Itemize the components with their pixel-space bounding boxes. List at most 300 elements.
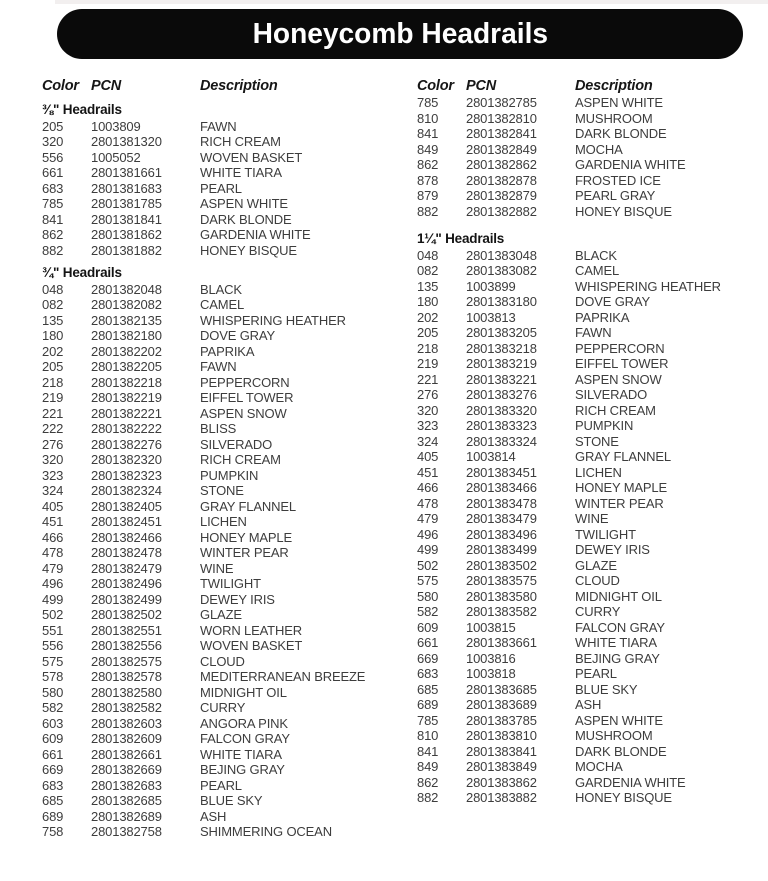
color-code-cell: 219 bbox=[42, 390, 64, 405]
table-row bbox=[417, 372, 762, 388]
color-code-cell: 135 bbox=[42, 312, 64, 328]
description-cell: BLISS bbox=[200, 421, 237, 436]
color-code-cell: 685 bbox=[417, 681, 439, 697]
table-row bbox=[42, 406, 407, 422]
table-row bbox=[417, 558, 762, 574]
table-row bbox=[42, 328, 407, 344]
color-code-cell: 661 bbox=[417, 635, 439, 650]
table-row bbox=[417, 356, 762, 372]
description-cell: TWILIGHT bbox=[575, 526, 636, 542]
description-cell: RICH CREAM bbox=[575, 402, 656, 418]
pcn-cell: 2801382609 bbox=[91, 731, 162, 746]
description-cell: MUSHROOM bbox=[575, 110, 653, 126]
section-title: 1¼" Headrails bbox=[417, 231, 505, 246]
table-row bbox=[417, 173, 762, 189]
table-row bbox=[417, 527, 762, 543]
description-cell: HONEY BISQUE bbox=[575, 790, 672, 805]
table-row bbox=[417, 620, 762, 636]
color-code-cell: 496 bbox=[417, 526, 439, 542]
table-row bbox=[42, 778, 407, 794]
color-code-cell: 218 bbox=[42, 374, 64, 390]
table-row bbox=[417, 341, 762, 357]
color-code-cell: 841 bbox=[42, 211, 64, 227]
color-code-cell: 324 bbox=[417, 433, 439, 449]
description-cell: PAPRIKA bbox=[200, 343, 255, 359]
color-code-cell: 849 bbox=[417, 141, 439, 157]
description-cell: FAWN bbox=[575, 325, 612, 340]
color-code-cell: 466 bbox=[42, 529, 64, 545]
table-row bbox=[417, 279, 762, 295]
table-row bbox=[417, 188, 762, 204]
description-cell: PUMPKIN bbox=[575, 418, 634, 433]
table-row bbox=[417, 126, 762, 142]
table-row bbox=[42, 809, 407, 825]
description-cell: BLUE SKY bbox=[575, 681, 638, 697]
description-cell: BLACK bbox=[200, 281, 242, 297]
description-cell: PAPRIKA bbox=[575, 309, 630, 325]
color-code-cell: 180 bbox=[42, 328, 64, 343]
pcn-cell: 2801382689 bbox=[91, 808, 162, 824]
color-code-cell: 276 bbox=[417, 387, 439, 402]
pcn-column-header: PCN bbox=[91, 78, 122, 94]
description-cell: ASPEN WHITE bbox=[575, 712, 663, 728]
table-row bbox=[417, 713, 762, 729]
description-cell: FAWN bbox=[200, 359, 237, 374]
table-row bbox=[417, 248, 762, 264]
color-code-cell: 221 bbox=[417, 371, 439, 387]
table-row bbox=[42, 700, 407, 716]
table-row bbox=[42, 227, 407, 243]
pcn-cell: 2801382758 bbox=[91, 824, 162, 839]
pcn-cell: 2801383661 bbox=[466, 635, 537, 650]
pcn-cell: 2801382582 bbox=[91, 700, 162, 715]
pcn-cell: 2801382479 bbox=[91, 560, 162, 576]
color-code-cell: 405 bbox=[417, 449, 439, 464]
description-cell: BLACK bbox=[575, 247, 617, 263]
color-code-cell: 479 bbox=[42, 560, 64, 576]
description-cell: DEWEY IRIS bbox=[200, 591, 275, 607]
table-row bbox=[42, 359, 407, 375]
color-code-cell: 810 bbox=[417, 110, 439, 126]
color-code-cell: 879 bbox=[417, 188, 439, 203]
table-row bbox=[417, 728, 762, 744]
description-cell: MOCHA bbox=[575, 759, 623, 774]
color-code-cell: 609 bbox=[42, 731, 64, 746]
pcn-cell: 2801383496 bbox=[466, 526, 537, 542]
description-cell: LICHEN bbox=[575, 464, 622, 480]
description-cell: CLOUD bbox=[200, 653, 245, 669]
color-code-cell: 320 bbox=[42, 452, 64, 467]
color-code-cell: 405 bbox=[42, 498, 64, 514]
description-cell: ASPEN WHITE bbox=[200, 196, 288, 211]
pcn-cell: 2801383276 bbox=[466, 387, 537, 402]
pcn-cell: 2801382502 bbox=[91, 607, 162, 622]
table-row bbox=[42, 638, 407, 654]
pcn-cell: 2801382578 bbox=[91, 669, 162, 684]
pcn-cell: 2801382603 bbox=[91, 715, 162, 731]
description-column-header: Description bbox=[200, 78, 278, 94]
column-header-right bbox=[417, 78, 762, 94]
color-code-cell: 785 bbox=[417, 95, 439, 110]
table-row bbox=[417, 325, 762, 341]
table-row bbox=[417, 511, 762, 527]
pcn-cell: 2801383466 bbox=[466, 480, 537, 495]
table-row bbox=[417, 759, 762, 775]
description-cell: BEJING GRAY bbox=[575, 650, 660, 666]
table-row bbox=[417, 496, 762, 512]
table-row bbox=[42, 623, 407, 639]
pcn-cell: 2801382219 bbox=[91, 390, 162, 405]
description-cell: ASPEN SNOW bbox=[575, 371, 662, 387]
pcn-cell: 2801382405 bbox=[91, 498, 162, 514]
description-column-header: Description bbox=[575, 78, 653, 94]
pcn-cell: 2801382849 bbox=[466, 141, 537, 157]
pcn-cell: 2801383580 bbox=[466, 588, 537, 604]
pcn-cell: 2801382048 bbox=[91, 281, 162, 297]
pcn-cell: 2801383218 bbox=[466, 340, 537, 356]
table-row bbox=[42, 196, 407, 212]
pcn-cell: 2801383502 bbox=[466, 557, 537, 573]
color-code-cell: 451 bbox=[417, 464, 439, 480]
color-code-cell: 689 bbox=[417, 697, 439, 712]
pcn-cell: 2801382685 bbox=[91, 793, 162, 808]
headrail-section bbox=[417, 95, 762, 219]
table-row bbox=[417, 651, 762, 667]
color-code-cell: 466 bbox=[417, 480, 439, 495]
pcn-cell: 2801383882 bbox=[466, 790, 537, 805]
table-row bbox=[417, 263, 762, 279]
table-row bbox=[417, 682, 762, 698]
pcn-cell: 2801383785 bbox=[466, 712, 537, 728]
pcn-cell: 2801383048 bbox=[466, 247, 537, 263]
section-title: ⅜" Headrails bbox=[42, 102, 122, 117]
color-code-cell: 502 bbox=[42, 607, 64, 622]
color-code-cell: 862 bbox=[417, 157, 439, 172]
table-row bbox=[417, 542, 762, 558]
pcn-cell: 2801382180 bbox=[91, 328, 162, 343]
description-cell: SILVERADO bbox=[575, 387, 648, 402]
description-cell: LICHEN bbox=[200, 514, 247, 529]
color-code-cell: 882 bbox=[417, 203, 439, 219]
color-code-cell: 478 bbox=[42, 545, 64, 560]
description-cell: CURRY bbox=[575, 604, 621, 619]
color-code-cell: 580 bbox=[42, 684, 64, 700]
headrail-section bbox=[42, 102, 407, 258]
color-code-cell: 451 bbox=[42, 514, 64, 529]
color-code-cell: 205 bbox=[42, 118, 64, 134]
pcn-cell: 2801383582 bbox=[466, 604, 537, 619]
color-code-cell: 685 bbox=[42, 793, 64, 808]
table-row bbox=[417, 573, 762, 589]
description-cell: PUMPKIN bbox=[200, 467, 259, 483]
pcn-cell: 2801382135 bbox=[91, 312, 162, 328]
description-cell: RICH CREAM bbox=[200, 134, 281, 149]
section-title: ¾" Headrails bbox=[42, 265, 122, 280]
pcn-cell: 2801382276 bbox=[91, 436, 162, 452]
pcn-cell: 2801382218 bbox=[91, 374, 162, 390]
pcn-cell: 2801382575 bbox=[91, 653, 162, 669]
pcn-cell: 2801382451 bbox=[91, 514, 162, 529]
color-code-cell: 785 bbox=[42, 196, 64, 211]
table-row bbox=[42, 437, 407, 453]
pcn-cell: 2801383479 bbox=[466, 511, 537, 526]
table-row bbox=[417, 142, 762, 158]
pcn-cell: 1005052 bbox=[91, 149, 141, 165]
table-row bbox=[417, 95, 762, 111]
color-code-cell: 499 bbox=[42, 591, 64, 607]
color-code-cell: 556 bbox=[42, 638, 64, 653]
color-code-cell: 841 bbox=[417, 126, 439, 141]
description-cell: GLAZE bbox=[575, 557, 617, 573]
table-row bbox=[42, 165, 407, 181]
pcn-cell: 2801383451 bbox=[466, 464, 537, 480]
color-code-cell: 202 bbox=[42, 343, 64, 359]
table-row bbox=[417, 666, 762, 682]
table-row bbox=[42, 545, 407, 561]
pcn-cell: 2801382082 bbox=[91, 297, 162, 312]
description-cell: GARDENIA WHITE bbox=[200, 227, 311, 242]
color-code-cell: 661 bbox=[42, 165, 64, 180]
pcn-cell: 2801382862 bbox=[466, 157, 537, 172]
description-cell: WORN LEATHER bbox=[200, 622, 302, 638]
description-cell: HONEY MAPLE bbox=[200, 529, 293, 545]
pcn-cell: 1003814 bbox=[466, 449, 516, 464]
color-code-cell: 661 bbox=[42, 746, 64, 762]
pcn-cell: 2801382222 bbox=[91, 421, 162, 436]
description-cell: ASH bbox=[575, 697, 602, 712]
page-title: Honeycomb Headrails bbox=[252, 17, 548, 50]
pcn-cell: 2801383810 bbox=[466, 728, 537, 743]
table-row bbox=[42, 499, 407, 515]
color-code-cell: 320 bbox=[417, 402, 439, 418]
pcn-cell: 2801382879 bbox=[466, 188, 537, 203]
title-bar bbox=[57, 9, 743, 59]
description-cell: WINE bbox=[575, 511, 609, 526]
table-row bbox=[42, 375, 407, 391]
description-cell: SILVERADO bbox=[200, 436, 273, 452]
left-table-column bbox=[42, 102, 407, 840]
description-cell: WOVEN BASKET bbox=[200, 638, 303, 653]
pcn-cell: 2801382324 bbox=[91, 483, 162, 498]
pcn-cell: 2801383849 bbox=[466, 759, 537, 774]
color-code-cell: 276 bbox=[42, 436, 64, 452]
description-cell: CAMEL bbox=[200, 297, 245, 312]
table-row bbox=[417, 157, 762, 173]
description-cell: PEARL bbox=[200, 180, 242, 196]
pcn-cell: 2801381661 bbox=[91, 165, 162, 180]
description-cell: MIDNIGHT OIL bbox=[200, 684, 287, 700]
color-code-cell: 575 bbox=[417, 573, 439, 588]
pcn-cell: 1003815 bbox=[466, 619, 516, 635]
color-code-cell: 882 bbox=[42, 242, 64, 258]
description-cell: MIDNIGHT OIL bbox=[575, 588, 662, 604]
pcn-cell: 2801383499 bbox=[466, 542, 537, 557]
table-row bbox=[42, 212, 407, 228]
color-code-cell: 205 bbox=[42, 359, 64, 374]
table-row bbox=[42, 731, 407, 747]
description-cell: RICH CREAM bbox=[200, 452, 281, 467]
pcn-cell: 2801382478 bbox=[91, 545, 162, 560]
table-row bbox=[42, 297, 407, 313]
color-code-cell: 496 bbox=[42, 576, 64, 591]
pcn-cell: 2801382785 bbox=[466, 95, 537, 110]
pcn-cell: 2801382841 bbox=[466, 126, 537, 141]
table-row bbox=[417, 589, 762, 605]
color-code-cell: 082 bbox=[417, 263, 439, 278]
color-code-cell: 502 bbox=[417, 557, 439, 573]
pcn-cell: 2801381683 bbox=[91, 180, 162, 196]
color-code-cell: 324 bbox=[42, 483, 64, 498]
description-cell: ASH bbox=[200, 808, 227, 824]
description-cell: WHISPERING HEATHER bbox=[575, 278, 721, 294]
color-code-cell: 221 bbox=[42, 405, 64, 421]
pcn-cell: 1003813 bbox=[466, 309, 516, 325]
table-row bbox=[42, 607, 407, 623]
pcn-cell: 2801383221 bbox=[466, 371, 537, 387]
pcn-cell: 2801381841 bbox=[91, 211, 162, 227]
color-column-header: Color bbox=[417, 78, 454, 94]
color-code-cell: 180 bbox=[417, 294, 439, 309]
description-cell: PEARL GRAY bbox=[575, 188, 656, 203]
description-cell: PEARL bbox=[575, 666, 617, 681]
description-cell: EIFFEL TOWER bbox=[575, 356, 669, 371]
pcn-cell: 2801383180 bbox=[466, 294, 537, 309]
pcn-cell: 2801382810 bbox=[466, 110, 537, 126]
description-cell: CLOUD bbox=[575, 573, 620, 588]
column-header-left bbox=[42, 78, 404, 94]
pcn-cell: 2801383324 bbox=[466, 433, 537, 449]
color-code-cell: 219 bbox=[417, 356, 439, 371]
table-row bbox=[417, 204, 762, 220]
color-code-cell: 683 bbox=[42, 180, 64, 196]
table-row bbox=[42, 119, 407, 135]
description-cell: DOVE GRAY bbox=[200, 328, 275, 343]
table-row bbox=[42, 243, 407, 259]
description-cell: GARDENIA WHITE bbox=[575, 774, 686, 790]
pcn-cell: 2801383685 bbox=[466, 681, 537, 697]
description-cell: MUSHROOM bbox=[575, 728, 653, 743]
description-cell: GRAY FLANNEL bbox=[200, 498, 296, 514]
table-row bbox=[417, 434, 762, 450]
description-cell: ANGORA PINK bbox=[200, 715, 288, 731]
pcn-cell: 2801382551 bbox=[91, 622, 162, 638]
description-cell: FAWN bbox=[200, 118, 237, 134]
pcn-cell: 2801382221 bbox=[91, 405, 162, 421]
table-row bbox=[417, 294, 762, 310]
description-cell: PEPPERCORN bbox=[200, 374, 290, 390]
description-cell: GLAZE bbox=[200, 607, 242, 622]
color-column-header: Color bbox=[42, 78, 79, 94]
headrail-section bbox=[417, 231, 762, 806]
table-row bbox=[417, 480, 762, 496]
pcn-cell: 2801382683 bbox=[91, 777, 162, 793]
table-row bbox=[42, 483, 407, 499]
description-cell: WINTER PEAR bbox=[575, 495, 664, 511]
color-code-cell: 578 bbox=[42, 669, 64, 684]
color-code-cell: 609 bbox=[417, 619, 439, 635]
table-row bbox=[42, 592, 407, 608]
pcn-cell: 2801381882 bbox=[91, 242, 162, 258]
description-cell: WHISPERING HEATHER bbox=[200, 312, 346, 328]
table-row bbox=[42, 344, 407, 360]
pcn-cell: 2801382499 bbox=[91, 591, 162, 607]
pcn-cell: 2801382320 bbox=[91, 452, 162, 467]
table-row bbox=[42, 747, 407, 763]
description-cell: GARDENIA WHITE bbox=[575, 157, 686, 172]
pcn-cell: 2801382580 bbox=[91, 684, 162, 700]
scan-edge-strip bbox=[55, 0, 768, 4]
description-cell: ASPEN WHITE bbox=[575, 95, 663, 110]
description-cell: TWILIGHT bbox=[200, 576, 261, 591]
table-row bbox=[42, 514, 407, 530]
description-cell: ASPEN SNOW bbox=[200, 405, 287, 421]
description-cell: DARK BLONDE bbox=[575, 743, 667, 759]
pcn-cell: 2801383841 bbox=[466, 743, 537, 759]
description-cell: GRAY FLANNEL bbox=[575, 449, 671, 464]
description-cell: BEJING GRAY bbox=[200, 762, 285, 777]
color-code-cell: 841 bbox=[417, 743, 439, 759]
pcn-cell: 2801383689 bbox=[466, 697, 537, 712]
table-row bbox=[417, 697, 762, 713]
table-row bbox=[42, 716, 407, 732]
color-code-cell: 862 bbox=[417, 774, 439, 790]
description-cell: MOCHA bbox=[575, 141, 623, 157]
color-code-cell: 048 bbox=[417, 247, 439, 263]
color-code-cell: 551 bbox=[42, 622, 64, 638]
color-code-cell: 556 bbox=[42, 149, 64, 165]
table-row bbox=[42, 390, 407, 406]
pcn-cell: 2801383082 bbox=[466, 263, 537, 278]
table-row bbox=[417, 418, 762, 434]
description-cell: WINE bbox=[200, 560, 234, 576]
pcn-cell: 1003816 bbox=[466, 650, 516, 666]
description-cell: EIFFEL TOWER bbox=[200, 390, 294, 405]
table-row bbox=[42, 530, 407, 546]
description-cell: DEWEY IRIS bbox=[575, 542, 650, 557]
table-row bbox=[417, 790, 762, 806]
color-code-cell: 683 bbox=[417, 666, 439, 681]
table-row bbox=[42, 134, 407, 150]
color-code-cell: 689 bbox=[42, 808, 64, 824]
pcn-column-header: PCN bbox=[466, 78, 497, 94]
color-code-cell: 669 bbox=[417, 650, 439, 666]
color-code-cell: 479 bbox=[417, 511, 439, 526]
table-row bbox=[42, 669, 407, 685]
color-code-cell: 205 bbox=[417, 325, 439, 340]
color-code-cell: 669 bbox=[42, 762, 64, 777]
table-row bbox=[42, 452, 407, 468]
description-cell: HONEY MAPLE bbox=[575, 480, 668, 495]
pcn-cell: 2801382556 bbox=[91, 638, 162, 653]
table-row bbox=[42, 468, 407, 484]
table-row bbox=[42, 793, 407, 809]
color-code-cell: 582 bbox=[42, 700, 64, 715]
pcn-cell: 2801382661 bbox=[91, 746, 162, 762]
table-row bbox=[417, 403, 762, 419]
color-code-cell: 878 bbox=[417, 172, 439, 188]
pcn-cell: 2801383205 bbox=[466, 325, 537, 340]
pcn-cell: 2801382669 bbox=[91, 762, 162, 777]
pcn-cell: 2801382882 bbox=[466, 203, 537, 219]
color-code-cell: 862 bbox=[42, 227, 64, 242]
table-row bbox=[417, 635, 762, 651]
description-cell: DARK BLONDE bbox=[575, 126, 667, 141]
pcn-cell: 2801381320 bbox=[91, 134, 162, 149]
color-code-cell: 758 bbox=[42, 824, 64, 839]
pcn-cell: 1003899 bbox=[466, 278, 516, 294]
description-cell: WOVEN BASKET bbox=[200, 149, 303, 165]
pcn-cell: 2801381785 bbox=[91, 196, 162, 211]
